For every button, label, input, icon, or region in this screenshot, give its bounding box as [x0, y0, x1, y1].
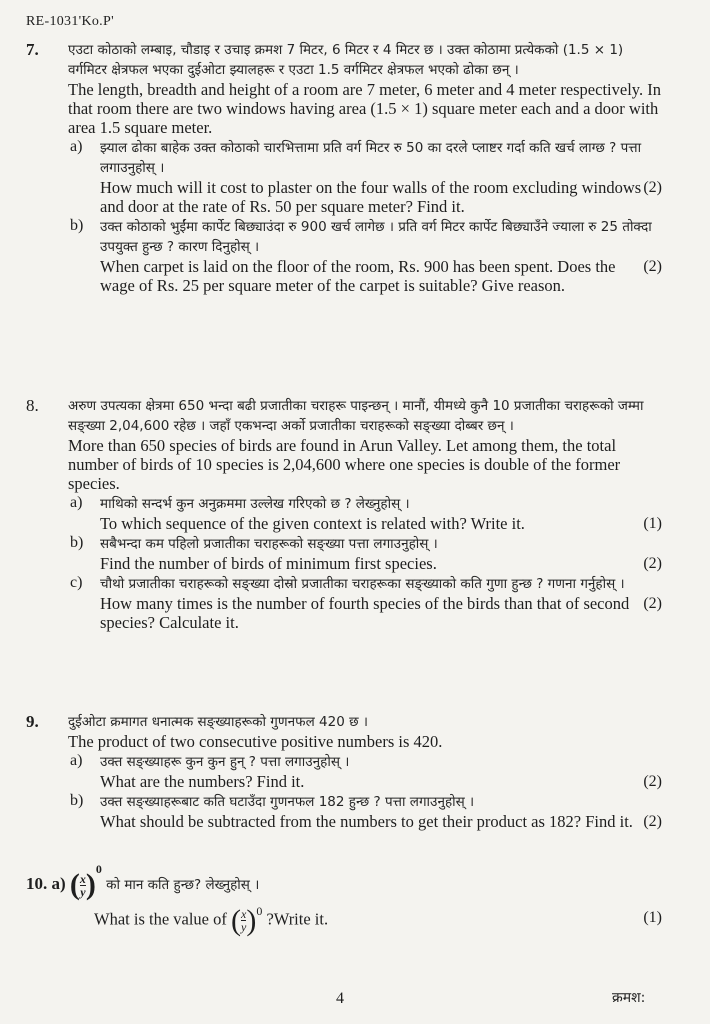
subquestion-label: a): [70, 752, 83, 769]
marks: (2): [643, 555, 662, 572]
subquestion-label: b): [70, 792, 84, 809]
subquestion-text-nepali: उक्त कोठाको भुईंमा कार्पेट बिछ्याउंदा रु 900 खर्च लागेछ । प्रति वर्ग मिटर कार्पेट बिछ्याउँने ज्याला रु 25 तोक्दा उपयुक्त हुन्छ ? कारण दिनुहोस् ।: [100, 219, 652, 255]
subquestion-text-english: How many times is the number of fourth species of the birds than that of second species? Calculate it.: [100, 594, 630, 632]
subquestion-text-nepali: उक्त सङ्ख्याहरूबाट कति घटाउँदा गुणनफल 182 हुन्छ ? पत्ता लगाउनुहोस् ।: [100, 794, 475, 810]
question-8: [26, 396, 666, 632]
question-text-nepali: को मान कति हुन्छ? लेख्नुहोस् ।: [106, 876, 260, 893]
question-text-english: The length, breadth and height of a room are 7 meter, 6 meter and 4 meter respectively. In that room there are two windows having area (1.5 × 1) square meter each and a door with area 1.5 square meter.: [68, 80, 661, 137]
question-text-nepali: अरुण उपत्यका क्षेत्रमा 650 भन्दा बढी प्रजातीका चराहरू पाइन्छन् । मानौं, यीमध्ये कुनै 10 प्रजातीका चराहरूको जम्मा सङ्ख्या 2,04,600 रहेछ । जहाँ एकभन्दा अर्को प्रजातीका चराहरूको सङ्ख्या दोब्बर छन् ।: [68, 398, 644, 434]
question-text-nepali: एउटा कोठाको लम्बाइ, चौडाइ र उचाइ क्रमश 7 मिटर, 6 मिटर र 4 मिटर छ । उक्त कोठामा प्रत्येकको (1.5 × 1) वर्गमिटर क्षेत्रफल भएका दुईओटा झ्यालहरू र एउटा 1.5 वर्गमिटर क्षेत्रफल भएको ढोका छन् ।: [68, 42, 624, 78]
question-text-english-prefix: What is the value of: [94, 909, 227, 929]
subquestion-8c: [68, 574, 666, 632]
question-9: [26, 712, 666, 831]
subquestion-text-english: Find the number of birds of minimum first species.: [100, 554, 437, 573]
subquestion-text-nepali: झ्याल ढोका बाहेक उक्त कोठाको चारभित्तामा प्रति वर्ग मिटर रु 50 का दरले प्लाष्टर गर्दा कति खर्च लाग्छ ? पत्ता लगाउनुहोस् ।: [100, 140, 642, 176]
marks: (2): [643, 813, 662, 830]
question-text-nepali: दुईओटा क्रमागत धनात्मक सङ्ख्याहरूको गुणनफल 420 छ ।: [68, 714, 368, 730]
page-number: 4: [336, 990, 344, 1007]
subquestion-9b: [68, 792, 666, 831]
marks: (2): [643, 773, 662, 790]
question-text-english: The product of two consecutive positive numbers is 420.: [68, 732, 443, 751]
marks: (1): [643, 515, 662, 532]
fraction-x-over-y: ( $\frac{x}{y}$ )$^0$: [231, 904, 263, 937]
fraction-x-over-y: ( $\frac{x}{y}$ )$^0$: [69, 862, 102, 901]
subquestion-7a: [68, 138, 666, 216]
marks: (2): [643, 258, 662, 275]
subquestion-9a: [68, 752, 666, 791]
subquestion-label: b): [70, 217, 84, 234]
subquestion-text-nepali: माथिको सन्दर्भ कुन अनुक्रममा उल्लेख गरिएको छ ? लेख्नुहोस् ।: [100, 496, 410, 512]
subquestion-text-english: When carpet is laid on the floor of the room, Rs. 900 has been spent. Does the wage of Rs. 25 per square meter of the carpet is suitable? Give reason.: [100, 257, 616, 295]
subquestion-label: c): [70, 574, 83, 591]
question-number: 8.: [26, 396, 39, 415]
subquestion-text-nepali: चौथो प्रजातीका चराहरूको सङ्ख्या दोस्रो प्रजातीका चराहरूका सङ्ख्याको कति गुणा हुन्छ ? गणना गर्नुहोस् ।: [100, 576, 625, 592]
question-text-english-suffix: ?Write it.: [266, 909, 329, 929]
question-text-english: More than 650 species of birds are found in Arun Valley. Let among them, the total number of birds of 10 species is 2,04,600 where one species is double of the former species.: [68, 436, 621, 493]
paper-code: RE-1031'Ko.P': [26, 14, 114, 29]
marks: (2): [643, 179, 662, 196]
subquestion-text-english: What are the numbers? Find it.: [100, 772, 305, 791]
question-number: 10. a): [26, 873, 66, 893]
subquestion-text-english: How much will it cost to plaster on the four walls of the room excluding windows and door at the rate of Rs. 50 per square meter? Find it.: [100, 178, 642, 216]
marks: (1): [643, 909, 662, 926]
subquestion-label: a): [70, 138, 83, 155]
continued-marker: क्रमश:: [612, 990, 646, 1006]
question-number: 7.: [26, 40, 39, 59]
subquestion-7b: [68, 217, 666, 295]
subquestion-label: a): [70, 494, 83, 511]
subquestion-text-english: What should be subtracted from the numbers to get their product as 182? Find it.: [100, 812, 633, 831]
question-10: [26, 862, 666, 937]
marks: (2): [643, 595, 662, 612]
subquestion-label: b): [70, 534, 84, 551]
subquestion-text-english: To which sequence of the given context is related with? Write it.: [100, 514, 525, 533]
question-7: [26, 40, 666, 295]
subquestion-8b: [68, 534, 666, 573]
subquestion-8a: [68, 494, 666, 533]
subquestion-text-nepali: सबैभन्दा कम पहिलो प्रजातीका चराहरूको सङ्ख्या पत्ता लगाउनुहोस् ।: [100, 536, 438, 552]
subquestion-text-nepali: उक्त सङ्ख्याहरू कुन कुन हुन् ? पत्ता लगाउनुहोस् ।: [100, 754, 350, 770]
question-number: 9.: [26, 712, 39, 731]
